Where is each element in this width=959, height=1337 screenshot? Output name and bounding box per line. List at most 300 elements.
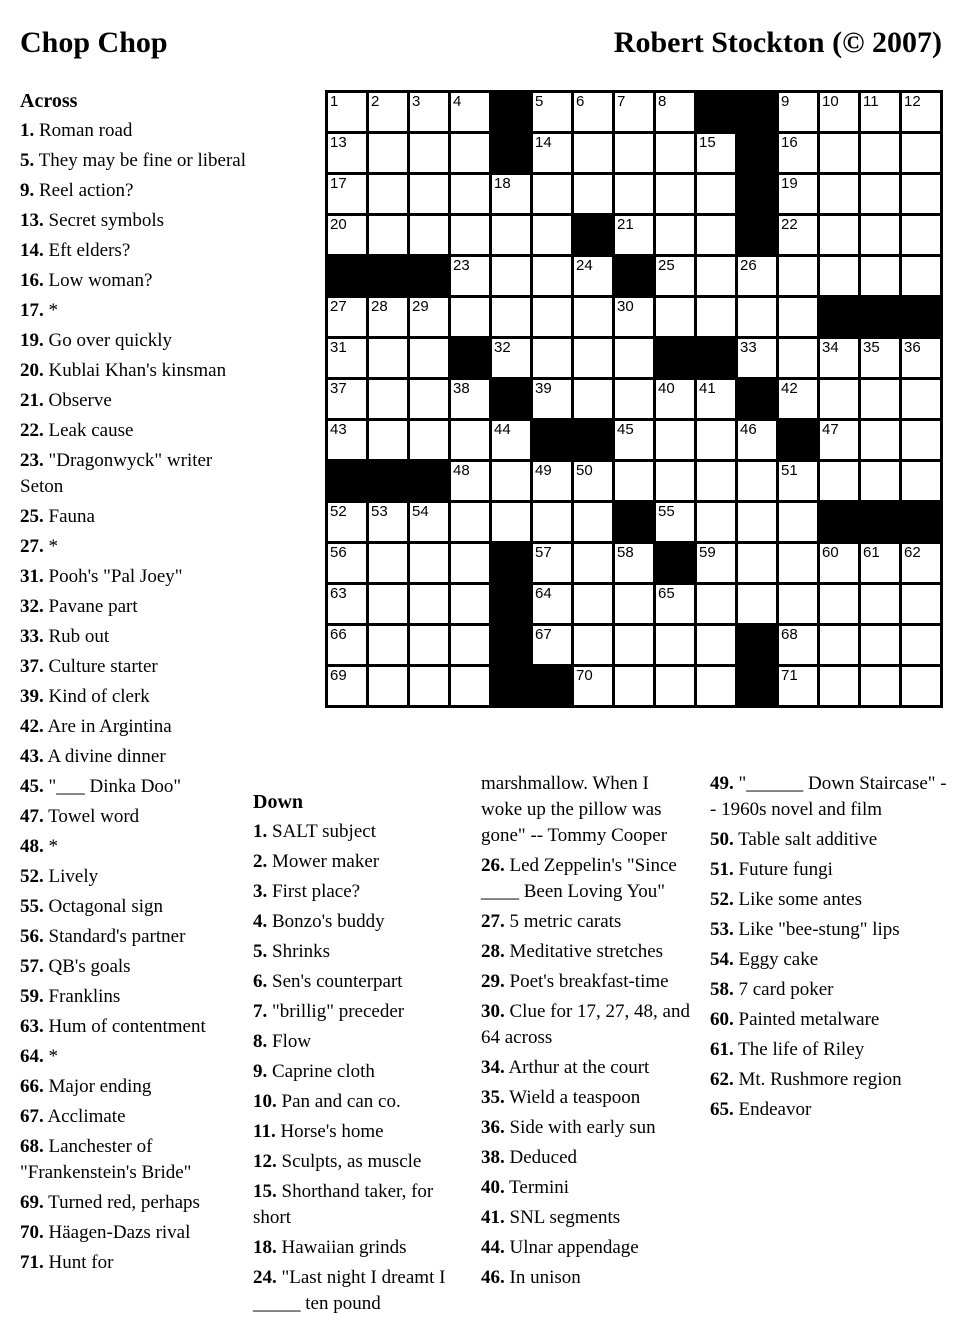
clue-number: 30. (481, 1001, 505, 1022)
grid-cell[interactable] (820, 667, 858, 705)
grid-cell[interactable] (328, 585, 366, 623)
grid-cell[interactable] (574, 257, 612, 295)
grid-cell[interactable] (410, 503, 448, 541)
grid-cell[interactable] (451, 667, 489, 705)
grid-cell[interactable] (820, 93, 858, 131)
grid-cell[interactable] (861, 626, 899, 664)
grid-cell[interactable] (369, 544, 407, 582)
grid-cell[interactable] (738, 585, 776, 623)
black-cell (492, 93, 530, 131)
clue-number: 33. (20, 626, 44, 647)
cell-number: 36 (904, 339, 921, 356)
clue-number: 12. (253, 1151, 277, 1172)
puzzle-byline: Robert Stockton (© 2007) (613, 26, 942, 59)
grid-cell[interactable] (820, 175, 858, 213)
clue-number: 1. (20, 120, 35, 141)
grid-cell[interactable] (861, 134, 899, 172)
grid-cell[interactable] (820, 380, 858, 418)
clue-item: 27. 5 metric carats (481, 911, 622, 932)
grid-cell[interactable] (656, 667, 694, 705)
cell-number: 15 (699, 134, 716, 151)
clue-item: 57. QB's goals (20, 956, 131, 977)
clue-number: 31. (20, 566, 44, 587)
cell-number: 49 (535, 462, 552, 479)
clue-item: 16. Low woman? (20, 270, 153, 291)
grid-cell[interactable] (410, 298, 448, 336)
cell-number: 12 (904, 93, 921, 110)
grid-cell[interactable] (328, 503, 366, 541)
cell-number: 19 (781, 175, 798, 192)
clue-number: 3. (253, 881, 268, 902)
black-cell (861, 298, 899, 336)
grid-cell[interactable] (492, 339, 530, 377)
clue-number: 43. (20, 746, 44, 767)
clue-number: 25. (20, 506, 44, 527)
grid-cell[interactable] (820, 462, 858, 500)
clue-item: 33. Rub out (20, 626, 110, 647)
grid-cell[interactable] (451, 298, 489, 336)
grid-cell[interactable] (492, 462, 530, 500)
grid-cell[interactable] (615, 216, 653, 254)
grid-cell[interactable] (697, 585, 735, 623)
grid-cell[interactable] (328, 175, 366, 213)
black-cell (779, 421, 817, 459)
clue-number: 34. (481, 1057, 505, 1078)
grid-cell[interactable] (328, 380, 366, 418)
black-cell (492, 134, 530, 172)
grid-cell[interactable] (451, 544, 489, 582)
black-cell (533, 421, 571, 459)
cell-number: 11 (863, 93, 879, 110)
grid-cell[interactable] (697, 134, 735, 172)
grid-cell[interactable] (861, 257, 899, 295)
grid-cell[interactable] (492, 298, 530, 336)
clue-item: 44. Ulnar appendage (481, 1237, 639, 1258)
clue-item: 71. Hunt for (20, 1252, 114, 1273)
grid-cell[interactable] (738, 503, 776, 541)
grid-cell[interactable] (328, 339, 366, 377)
cell-number: 64 (535, 585, 552, 602)
grid-cell[interactable] (369, 421, 407, 459)
grid-cell[interactable] (328, 134, 366, 172)
grid-cell[interactable] (574, 503, 612, 541)
clue-item: 39. Kind of clerk (20, 686, 150, 707)
grid-cell[interactable] (861, 216, 899, 254)
grid-cell[interactable] (738, 339, 776, 377)
grid-cell[interactable] (533, 544, 571, 582)
grid-cell[interactable] (492, 503, 530, 541)
cell-number: 55 (658, 503, 675, 520)
clue-item: 24. "Last night I dreamt I _____ ten pound (253, 1267, 446, 1314)
grid-cell[interactable] (533, 585, 571, 623)
grid-cell[interactable] (492, 257, 530, 295)
grid-cell[interactable] (861, 421, 899, 459)
grid-cell[interactable] (533, 462, 571, 500)
grid-cell[interactable] (902, 257, 940, 295)
grid-cell[interactable] (615, 380, 653, 418)
grid-cell[interactable] (656, 93, 694, 131)
grid-cell[interactable] (615, 134, 653, 172)
grid-cell[interactable] (656, 134, 694, 172)
grid-cell[interactable] (410, 339, 448, 377)
black-cell (738, 626, 776, 664)
black-cell (533, 667, 571, 705)
cell-number: 38 (453, 380, 470, 397)
grid-cell[interactable] (779, 585, 817, 623)
grid-cell[interactable] (574, 380, 612, 418)
black-cell (738, 93, 776, 131)
grid-cell[interactable] (615, 544, 653, 582)
grid-cell[interactable] (533, 134, 571, 172)
grid-cell[interactable] (533, 298, 571, 336)
clue-item: 70. Häagen-Dazs rival (20, 1222, 191, 1243)
grid-cell[interactable] (410, 544, 448, 582)
clue-number: 11. (253, 1121, 276, 1142)
cell-number: 27 (330, 298, 347, 315)
clue-item: 47. Towel word (20, 806, 140, 827)
grid-cell[interactable] (902, 667, 940, 705)
clue-item: 38. Deduced (481, 1147, 578, 1168)
grid-cell[interactable] (615, 667, 653, 705)
clue-item: 52. Lively (20, 866, 99, 887)
clue-number: 5. (20, 150, 35, 171)
grid-cell[interactable] (369, 298, 407, 336)
grid-cell[interactable] (656, 298, 694, 336)
clue-number: 20. (20, 360, 44, 381)
grid-cell[interactable] (369, 175, 407, 213)
black-cell (410, 257, 448, 295)
grid-cell[interactable] (574, 175, 612, 213)
clue-item: 64. * (20, 1046, 58, 1067)
grid-cell[interactable] (328, 667, 366, 705)
clue-number: 1. (253, 821, 268, 842)
black-cell (738, 380, 776, 418)
grid-cell[interactable] (656, 421, 694, 459)
cell-number: 6 (576, 93, 585, 110)
grid-cell[interactable] (615, 462, 653, 500)
grid-cell[interactable] (779, 544, 817, 582)
clue-item: 58. 7 card poker (710, 979, 834, 1000)
clue-number: 23. (20, 450, 44, 471)
grid-cell[interactable] (656, 503, 694, 541)
grid-cell[interactable] (492, 421, 530, 459)
clue-number: 39. (20, 686, 44, 707)
grid-cell[interactable] (861, 339, 899, 377)
grid-cell[interactable] (779, 175, 817, 213)
grid-cell[interactable] (574, 339, 612, 377)
black-cell (738, 667, 776, 705)
cell-number: 41 (699, 380, 716, 397)
grid-cell[interactable] (861, 93, 899, 131)
grid-cell[interactable] (697, 175, 735, 213)
grid-cell[interactable] (861, 667, 899, 705)
clue-number: 22. (20, 420, 44, 441)
grid-cell[interactable] (779, 462, 817, 500)
grid-cell[interactable] (451, 380, 489, 418)
grid-cell[interactable] (779, 216, 817, 254)
grid-cell[interactable] (779, 380, 817, 418)
cell-number: 3 (412, 93, 421, 110)
grid-cell[interactable] (410, 626, 448, 664)
grid-cell[interactable] (369, 93, 407, 131)
grid-cell[interactable] (779, 134, 817, 172)
clue-item: 55. Octagonal sign (20, 896, 164, 917)
clue-number: 46. (481, 1267, 505, 1288)
cell-number: 43 (330, 421, 347, 438)
clue-item: 7. "brillig" preceder (253, 1001, 405, 1022)
cell-number: 34 (822, 339, 839, 356)
cell-number: 20 (330, 216, 347, 233)
grid-cell[interactable] (369, 216, 407, 254)
grid-cell[interactable] (902, 380, 940, 418)
clue-item: 36. Side with early sun (481, 1117, 656, 1138)
grid-cell[interactable] (615, 585, 653, 623)
grid-cell[interactable] (574, 134, 612, 172)
black-cell (738, 175, 776, 213)
grid-cell[interactable] (902, 626, 940, 664)
grid-cell[interactable] (902, 421, 940, 459)
black-cell (369, 257, 407, 295)
cell-number: 16 (781, 134, 798, 151)
grid-cell[interactable] (738, 298, 776, 336)
grid-cell[interactable] (902, 216, 940, 254)
grid-cell[interactable] (697, 216, 735, 254)
grid-cell[interactable] (451, 257, 489, 295)
grid-cell[interactable] (369, 339, 407, 377)
grid-cell[interactable] (410, 93, 448, 131)
grid-cell[interactable] (451, 626, 489, 664)
grid-cell[interactable] (492, 216, 530, 254)
grid-cell[interactable] (615, 626, 653, 664)
grid-cell[interactable] (533, 380, 571, 418)
black-cell (902, 503, 940, 541)
grid-cell[interactable] (697, 544, 735, 582)
clue-item: 63. Hum of contentment (20, 1016, 206, 1037)
grid-cell[interactable] (738, 544, 776, 582)
grid-cell[interactable] (902, 175, 940, 213)
grid-cell[interactable] (697, 462, 735, 500)
clue-number: 2. (253, 851, 268, 872)
clue-item: 65. Endeavor (710, 1099, 812, 1120)
clue-number: 60. (710, 1009, 734, 1030)
grid-cell[interactable] (451, 421, 489, 459)
grid-cell[interactable] (779, 503, 817, 541)
grid-cell[interactable] (656, 626, 694, 664)
cell-number: 59 (699, 544, 716, 561)
grid-cell[interactable] (615, 175, 653, 213)
clue-item: 20. Kublai Khan's kinsman (20, 360, 227, 381)
cell-number: 5 (535, 93, 544, 110)
grid-cell[interactable] (902, 93, 940, 131)
grid-cell[interactable] (574, 462, 612, 500)
grid-cell[interactable] (861, 585, 899, 623)
grid-cell[interactable] (451, 216, 489, 254)
grid-cell[interactable] (697, 380, 735, 418)
grid-cell[interactable] (574, 667, 612, 705)
grid-cell[interactable] (451, 134, 489, 172)
grid-cell[interactable] (615, 298, 653, 336)
grid-cell[interactable] (328, 216, 366, 254)
grid-cell[interactable] (656, 462, 694, 500)
grid-cell[interactable] (615, 93, 653, 131)
grid-cell[interactable] (410, 667, 448, 705)
grid-cell[interactable] (410, 421, 448, 459)
clue-item: 50. Table salt additive (710, 829, 878, 850)
grid-cell[interactable] (656, 257, 694, 295)
grid-cell[interactable] (820, 626, 858, 664)
grid-cell[interactable] (533, 626, 571, 664)
grid-cell[interactable] (697, 626, 735, 664)
grid-cell[interactable] (533, 503, 571, 541)
clue-item: 15. Shorthand taker, for short (253, 1181, 434, 1228)
clue-number: 48. (20, 836, 44, 857)
grid-cell[interactable] (574, 585, 612, 623)
grid-cell[interactable] (820, 216, 858, 254)
grid-cell[interactable] (369, 380, 407, 418)
clue-item: 6. Sen's counterpart (253, 971, 403, 992)
cell-number: 45 (617, 421, 634, 438)
grid-cell[interactable] (738, 421, 776, 459)
grid-cell[interactable] (615, 421, 653, 459)
grid-cell[interactable] (410, 175, 448, 213)
grid-cell[interactable] (410, 216, 448, 254)
grid-cell[interactable] (779, 667, 817, 705)
grid-cell[interactable] (574, 298, 612, 336)
grid-cell[interactable] (328, 544, 366, 582)
clue-number: 19. (20, 330, 44, 351)
grid-cell[interactable] (820, 421, 858, 459)
grid-cell[interactable] (861, 380, 899, 418)
grid-cell[interactable] (697, 298, 735, 336)
clue-item: 62. Mt. Rushmore region (710, 1069, 902, 1090)
grid-cell[interactable] (574, 626, 612, 664)
cell-number: 51 (781, 462, 798, 479)
grid-cell[interactable] (779, 298, 817, 336)
grid-cell[interactable] (820, 134, 858, 172)
cell-number: 13 (330, 134, 347, 151)
grid-cell[interactable] (369, 585, 407, 623)
down-clue-list-3 (710, 771, 950, 1123)
cell-number: 4 (453, 93, 462, 110)
grid-cell[interactable] (451, 93, 489, 131)
cell-number: 22 (781, 216, 798, 233)
cell-number: 60 (822, 544, 839, 561)
grid-cell[interactable] (902, 585, 940, 623)
black-cell (492, 667, 530, 705)
grid-cell[interactable] (369, 503, 407, 541)
grid-cell[interactable] (492, 175, 530, 213)
grid-cell[interactable] (820, 339, 858, 377)
grid-cell[interactable] (861, 175, 899, 213)
grid-cell[interactable] (369, 134, 407, 172)
grid-cell[interactable] (328, 298, 366, 336)
grid-cell[interactable] (369, 626, 407, 664)
grid-cell[interactable] (533, 257, 571, 295)
grid-cell[interactable] (328, 93, 366, 131)
grid-cell[interactable] (574, 93, 612, 131)
grid-cell[interactable] (820, 544, 858, 582)
grid-cell[interactable] (902, 462, 940, 500)
grid-cell[interactable] (410, 134, 448, 172)
grid-cell[interactable] (533, 93, 571, 131)
cell-number: 37 (330, 380, 347, 397)
clue-number: 64. (20, 1046, 44, 1067)
grid-cell[interactable] (697, 667, 735, 705)
grid-cell[interactable] (738, 462, 776, 500)
clue-number: 54. (710, 949, 734, 970)
grid-cell[interactable] (656, 216, 694, 254)
grid-cell[interactable] (861, 544, 899, 582)
grid-cell[interactable] (697, 503, 735, 541)
grid-cell[interactable] (697, 257, 735, 295)
clue-number: 56. (20, 926, 44, 947)
clue-number: 9. (253, 1061, 268, 1082)
grid-cell[interactable] (328, 421, 366, 459)
cell-number: 52 (330, 503, 347, 520)
grid-cell[interactable] (451, 503, 489, 541)
clue-number: 61. (710, 1039, 734, 1060)
grid-cell[interactable] (451, 585, 489, 623)
cell-number: 68 (781, 626, 798, 643)
grid-cell[interactable] (369, 667, 407, 705)
clue-item: 8. Flow (253, 1031, 312, 1052)
clue-number: 68. (20, 1136, 44, 1157)
cell-number: 35 (863, 339, 880, 356)
grid-cell[interactable] (574, 544, 612, 582)
grid-cell[interactable] (779, 626, 817, 664)
grid-cell[interactable] (328, 626, 366, 664)
grid-cell[interactable] (533, 216, 571, 254)
grid-cell[interactable] (902, 544, 940, 582)
clue-item: 34. Arthur at the court (481, 1057, 650, 1078)
grid-cell[interactable] (533, 339, 571, 377)
cell-number: 18 (494, 175, 511, 192)
grid-cell[interactable] (820, 585, 858, 623)
grid-cell[interactable] (410, 380, 448, 418)
cell-number: 23 (453, 257, 470, 274)
grid-cell[interactable] (820, 257, 858, 295)
grid-cell[interactable] (779, 93, 817, 131)
grid-cell[interactable] (902, 339, 940, 377)
clue-item: 25. Fauna (20, 506, 95, 527)
grid-cell[interactable] (451, 462, 489, 500)
grid-cell[interactable] (656, 175, 694, 213)
cell-number: 65 (658, 585, 675, 602)
grid-cell[interactable] (861, 462, 899, 500)
cell-number: 17 (330, 175, 347, 192)
black-cell (492, 585, 530, 623)
grid-cell[interactable] (697, 421, 735, 459)
grid-cell[interactable] (779, 257, 817, 295)
clue-item: 17. * (20, 300, 58, 321)
clue-item: 46. In unison (481, 1267, 581, 1288)
grid-cell[interactable] (615, 339, 653, 377)
clue-item: 68. Lanchester of "Frankenstein's Bride" (20, 1136, 192, 1183)
grid-cell[interactable] (656, 585, 694, 623)
grid-cell[interactable] (656, 380, 694, 418)
grid-cell[interactable] (779, 339, 817, 377)
clue-item: 13. Secret symbols (20, 210, 165, 231)
grid-cell[interactable] (410, 585, 448, 623)
clue-number: 4. (253, 911, 268, 932)
grid-cell[interactable] (902, 134, 940, 172)
cell-number: 31 (330, 339, 347, 356)
clue-number: 13. (20, 210, 44, 231)
clue-number: 63. (20, 1016, 44, 1037)
grid-cell[interactable] (451, 175, 489, 213)
grid-cell[interactable] (738, 257, 776, 295)
grid-cell[interactable] (533, 175, 571, 213)
